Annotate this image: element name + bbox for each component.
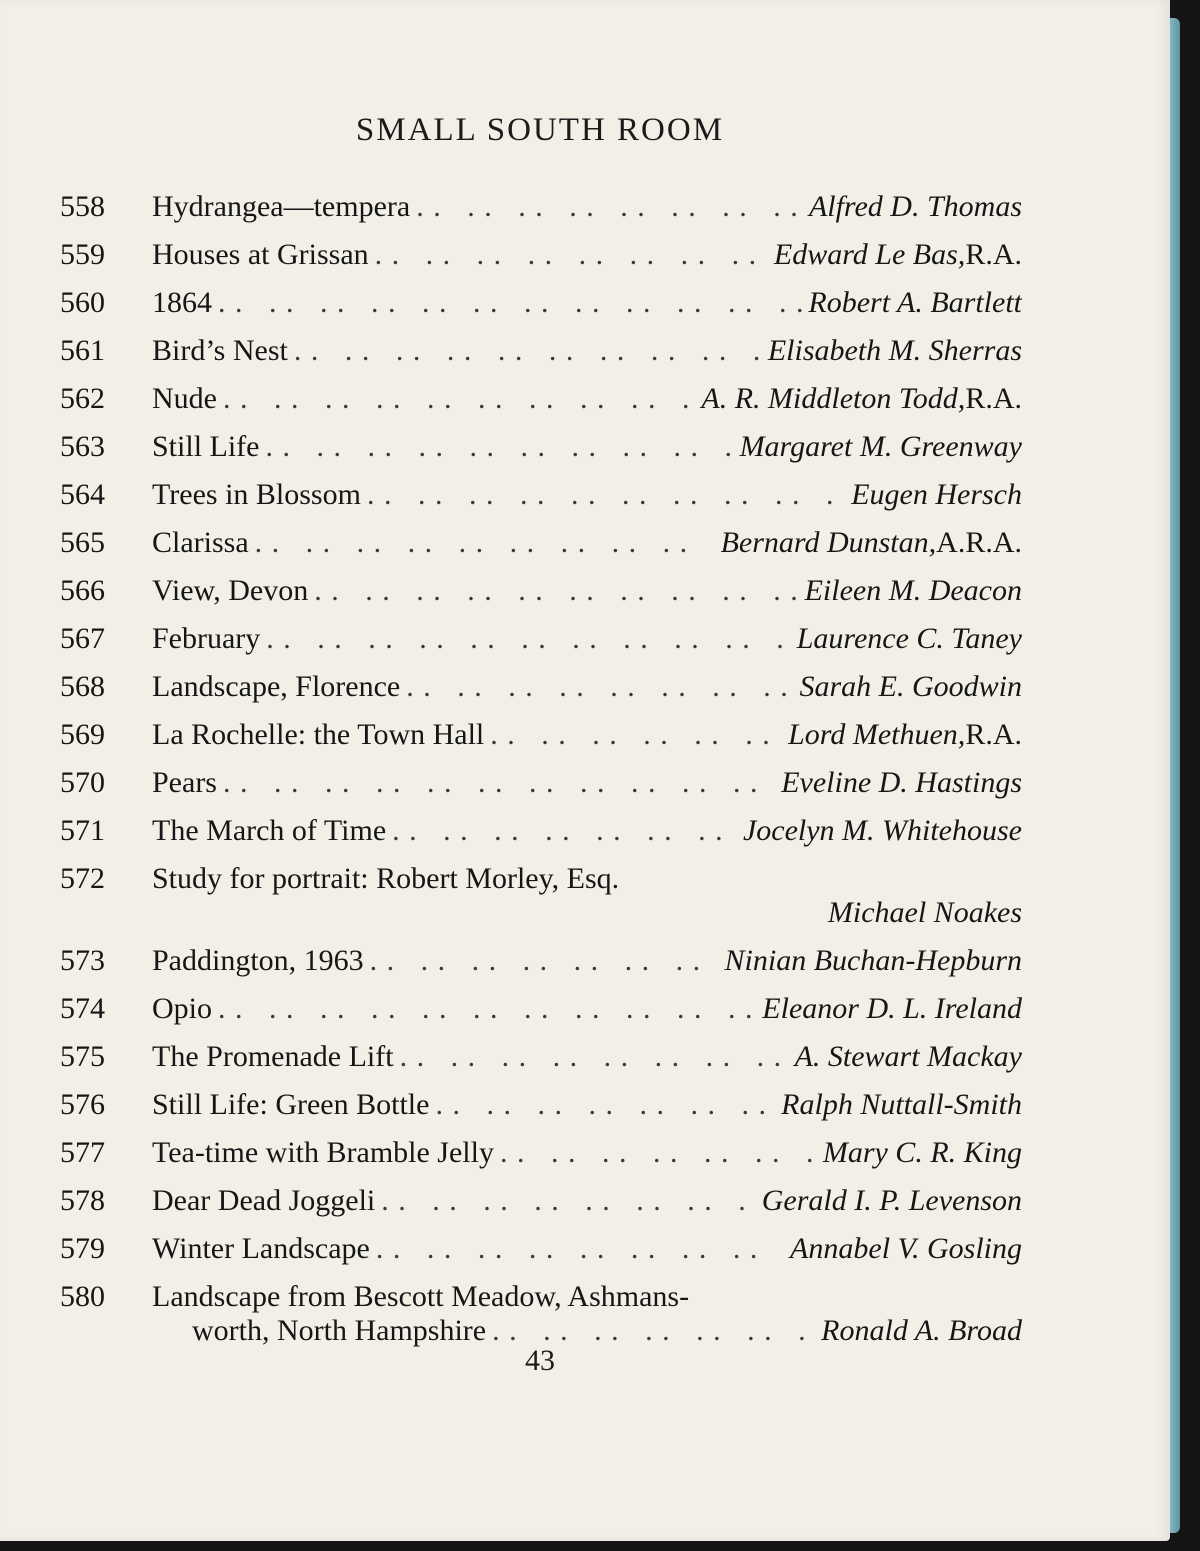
leader-dots [376, 1225, 784, 1273]
entry-artist: Gerald I. P. Levenson [761, 1184, 1022, 1217]
leader-dots [435, 1081, 775, 1129]
leader-dots [223, 759, 775, 807]
entry-suffix: R.A. [965, 718, 1022, 751]
list-item [60, 855, 1022, 937]
entry-number: 577 [60, 1136, 105, 1169]
leader-dots [400, 1033, 789, 1081]
entry-title: Paddington, 1963 [152, 944, 364, 977]
entry-title-continued: worth, North Hampshire [192, 1314, 487, 1347]
entry-number: 564 [60, 478, 105, 511]
list-item [60, 279, 1022, 327]
entry-number: 560 [60, 286, 105, 319]
list-item [60, 1177, 1022, 1225]
entry-artist: Ninian Buchan-Hepburn [724, 944, 1022, 977]
entry-artist: Michael Noakes [827, 896, 1022, 929]
leader-dots [370, 937, 719, 985]
leader-dots [294, 327, 762, 375]
leader-dots [266, 423, 734, 471]
leader-dots [416, 183, 803, 231]
entry-title: Opio [152, 992, 212, 1025]
entry-number: 572 [60, 862, 105, 895]
entry-title: The March of Time [152, 814, 387, 847]
entry-artist: Eveline D. Hastings [781, 766, 1022, 799]
entry-number: 568 [60, 670, 105, 703]
list-item [60, 423, 1022, 471]
leader-dots [266, 615, 790, 663]
entry-title: Nude [152, 382, 217, 415]
entry-number: 574 [60, 992, 105, 1025]
list-item [60, 807, 1022, 855]
page-title: SMALL SOUTH ROOM [355, 112, 725, 148]
entry-artist: Eleanor D. L. Ireland [762, 992, 1022, 1025]
entry-title: The Promenade Lift [152, 1040, 394, 1073]
list-item [60, 1129, 1022, 1177]
entry-artist: Lord Methuen, [788, 718, 966, 751]
entry-artist: Eileen M. Deacon [804, 574, 1022, 607]
leader-dots [218, 279, 802, 327]
entry-number: 561 [60, 334, 105, 367]
entry-number: 575 [60, 1040, 105, 1073]
entry-title: Still Life [152, 430, 260, 463]
entry-number: 578 [60, 1184, 105, 1217]
list-item [60, 567, 1022, 615]
entry-artist: Annabel V. Gosling [790, 1232, 1022, 1265]
entry-artist: Ralph Nuttall-Smith [781, 1088, 1022, 1121]
leader-dots [367, 471, 845, 519]
leader-dots [218, 985, 756, 1033]
entry-title: Pears [152, 766, 217, 799]
entry-artist: Bernard Dunstan, [720, 526, 937, 559]
entry-suffix: R.A. [965, 238, 1022, 271]
page-number: 43 [525, 1344, 555, 1377]
list-item [60, 375, 1022, 423]
entry-artist: Robert A. Bartlett [808, 286, 1022, 319]
entry-artist: Edward Le Bas, [773, 238, 966, 271]
list-item [60, 183, 1022, 231]
entry-artist: Mary C. R. King [822, 1136, 1022, 1169]
entry-number: 566 [60, 574, 105, 607]
list-item [60, 1273, 1022, 1353]
entry-title: Winter Landscape [152, 1232, 370, 1265]
leader-dots [255, 519, 715, 567]
entry-artist: Eugen Hersch [851, 478, 1022, 511]
entry-number: 570 [60, 766, 105, 799]
leader-dots [500, 1129, 817, 1177]
leader-dots [223, 375, 695, 423]
entry-title: Trees in Blossom [152, 478, 361, 511]
list-item [60, 1033, 1022, 1081]
list-item [60, 663, 1022, 711]
list-item [60, 231, 1022, 279]
entry-title: Study for portrait: Robert Morley, Esq. [152, 862, 620, 895]
entry-title: Clarissa [152, 526, 249, 559]
entry-suffix: R.A. [965, 382, 1022, 415]
entry-number: 565 [60, 526, 105, 559]
list-item [60, 615, 1022, 663]
entry-artist: Jocelyn M. Whitehouse [742, 814, 1022, 847]
entry-title: Landscape from Bescott Meadow, Ashmans- [152, 1280, 690, 1313]
list-item [60, 1081, 1022, 1129]
entry-number: 562 [60, 382, 105, 415]
entry-number: 573 [60, 944, 105, 977]
entry-title: La Rochelle: the Town Hall [152, 718, 485, 751]
entry-artist: Margaret M. Greenway [739, 430, 1022, 463]
leader-dots [375, 231, 768, 279]
entry-artist: A. Stewart Mackay [794, 1040, 1022, 1073]
entry-title: Hydrangea—tempera [152, 190, 411, 223]
list-item [60, 937, 1022, 985]
entry-number: 563 [60, 430, 105, 463]
entry-title: Tea-time with Bramble Jelly [152, 1136, 494, 1169]
entry-artist: Elisabeth M. Sherras [767, 334, 1022, 367]
list-item [60, 327, 1022, 375]
entry-list [60, 183, 1022, 1353]
entry-number: 571 [60, 814, 105, 847]
entry-number: 580 [60, 1280, 105, 1313]
entry-title: February [152, 622, 261, 655]
entry-title: Dear Dead Joggeli [152, 1184, 376, 1217]
list-item [60, 711, 1022, 759]
list-item [60, 471, 1022, 519]
entry-number: 579 [60, 1232, 105, 1265]
entry-title: Bird’s Nest [152, 334, 288, 367]
leader-dots [490, 711, 782, 759]
leader-dots [381, 1177, 756, 1225]
entry-number: 558 [60, 190, 105, 223]
entry-artist: Alfred D. Thomas [808, 190, 1022, 223]
entry-artist: A. R. Middleton Todd, [701, 382, 966, 415]
list-item [60, 519, 1022, 567]
entry-artist: Ronald A. Broad [821, 1314, 1022, 1347]
entry-number: 567 [60, 622, 105, 655]
entry-title: View, Devon [152, 574, 309, 607]
entry-title: 1864 [152, 286, 212, 319]
entry-suffix: A.R.A. [936, 526, 1022, 559]
list-item [60, 985, 1022, 1033]
leader-dots [314, 567, 798, 615]
entry-artist: Sarah E. Goodwin [799, 670, 1022, 703]
list-item [60, 1225, 1022, 1273]
entry-number: 576 [60, 1088, 105, 1121]
entry-title: Landscape, Florence [152, 670, 401, 703]
entry-number: 569 [60, 718, 105, 751]
leader-dots [406, 663, 793, 711]
entry-artist: Laurence C. Taney [796, 622, 1022, 655]
list-item [60, 759, 1022, 807]
entry-title: Still Life: Green Bottle [152, 1088, 430, 1121]
entry-number: 559 [60, 238, 105, 271]
entry-title: Houses at Grissan [152, 238, 369, 271]
leader-dots [392, 807, 737, 855]
